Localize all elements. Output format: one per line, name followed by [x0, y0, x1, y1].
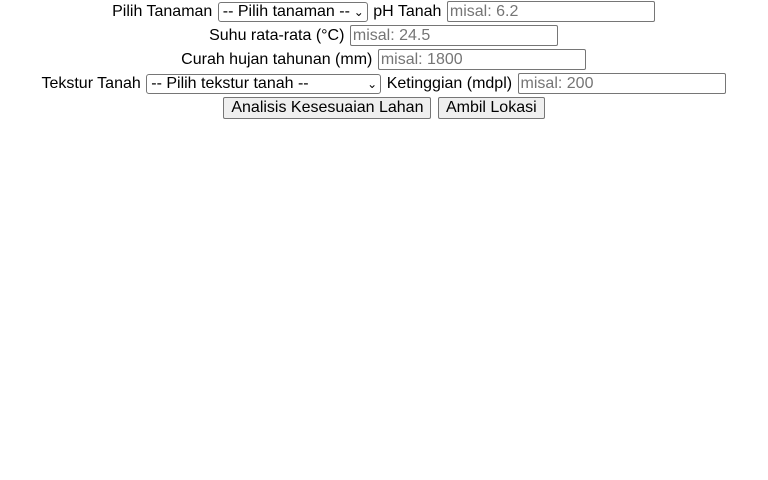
- ketinggian-label: Ketinggian (mdpl): [386, 74, 513, 92]
- ketinggian-input-placeholder: misal: 200: [520, 75, 594, 93]
- chevron-down-icon: ⌄: [353, 4, 364, 19]
- land-suitability-form: [0, 0, 768, 120]
- row-tekstur-ketinggian: [0, 72, 768, 96]
- row-tanaman-ph: [0, 0, 768, 24]
- tekstur-select[interactable]: [146, 74, 381, 94]
- curah-hujan-input[interactable]: [378, 49, 586, 70]
- analyze-button[interactable]: Analisis Kesesuaian Lahan: [223, 97, 431, 119]
- row-actions: [0, 96, 768, 120]
- chevron-down-icon: ⌄: [367, 76, 378, 91]
- suhu-input-placeholder: misal: 24.5: [352, 27, 431, 45]
- ph-label: pH Tanah: [373, 2, 442, 20]
- suhu-input[interactable]: [350, 25, 558, 46]
- row-suhu: [0, 24, 768, 48]
- row-curah-hujan: [0, 48, 768, 72]
- ketinggian-input[interactable]: [518, 73, 726, 94]
- ph-input-placeholder: misal: 6.2: [449, 3, 519, 21]
- tanaman-select[interactable]: [218, 2, 368, 22]
- suhu-label: Suhu rata-rata (°C): [209, 26, 345, 44]
- ph-input[interactable]: [447, 1, 655, 22]
- curah-hujan-input-placeholder: misal: 1800: [380, 51, 463, 69]
- get-location-button[interactable]: Ambil Lokasi: [438, 97, 545, 119]
- tekstur-label: Tekstur Tanah: [41, 74, 141, 92]
- tekstur-select-value: -- Pilih tekstur tanah --: [151, 74, 309, 92]
- curah-hujan-label: Curah hujan tahunan (mm): [181, 50, 373, 68]
- tanaman-label: Pilih Tanaman: [112, 2, 213, 20]
- tanaman-select-value: -- Pilih tanaman --: [222, 2, 350, 20]
